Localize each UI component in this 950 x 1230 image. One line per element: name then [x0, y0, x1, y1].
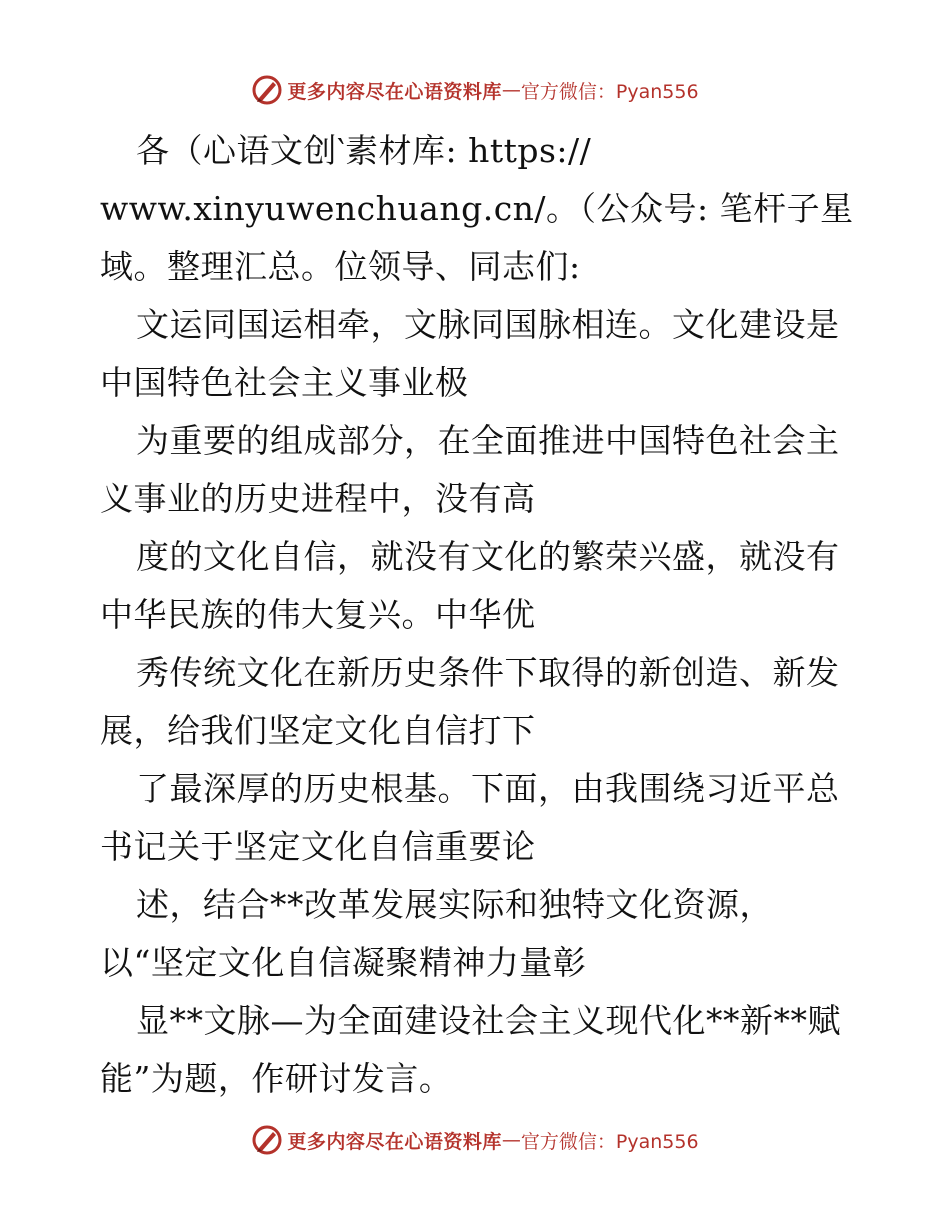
body-line: 述，结合**改革发展实际和独特文化资源， — [136, 885, 773, 924]
body-line: 文运同国运相牵，文脉同国脉相连。文化建设是 — [136, 305, 840, 344]
body-line: 为重要的组成部分，在全面推进中国特色社会主 — [136, 421, 840, 460]
body-line: 中华民族的伟大复兴。中华优 — [100, 595, 536, 634]
pen-logo-icon — [251, 74, 283, 106]
header-banner-text: 更多内容尽在心语资料库 — [287, 80, 502, 103]
body-line: 中国特色社会主义事业极 — [100, 363, 469, 402]
header-banner-wechat: 官方微信：Pyan556 — [520, 80, 699, 103]
body-line: 义事业的历史进程中，没有高 — [100, 479, 536, 518]
body-line: 展，给我们坚定文化自信打下 — [100, 711, 536, 750]
body-line: 以“坚定文化自信凝聚精神力量彰 — [100, 943, 587, 982]
body-line: 秀传统文化在新历史条件下取得的新创造、新发 — [136, 653, 840, 692]
footer-banner-text: 更多内容尽在心语资料库 — [287, 1130, 502, 1153]
body-line: 能”为题，作研讨发言。 — [100, 1059, 453, 1098]
header-banner — [0, 70, 950, 110]
body-line: 域。整理汇总。位领导、同志们: — [100, 247, 581, 286]
body-line: www.xinyuwenchuang.cn/。（公众号: 笔杆子星 — [100, 189, 854, 228]
footer-banner — [0, 1120, 950, 1160]
body-line: 书记关于坚定文化自信重要论 — [100, 827, 536, 866]
body-line: 了最深厚的历史根基。下面，由我围绕习近平总 — [136, 769, 840, 808]
document-body — [100, 122, 860, 1108]
body-line: 各（心语文创‵素材库: https:// — [136, 131, 592, 170]
body-line: 显**文脉—为全面建设社会主义现代化**新**赋 — [136, 1001, 841, 1040]
header-banner-separator: — — [501, 79, 521, 101]
pen-logo-icon — [251, 1124, 283, 1156]
body-line: 度的文化自信，就没有文化的繁荣兴盛，就没有 — [136, 537, 840, 576]
footer-banner-separator: — — [501, 1129, 521, 1151]
footer-banner-wechat: 官方微信：Pyan556 — [520, 1130, 699, 1153]
